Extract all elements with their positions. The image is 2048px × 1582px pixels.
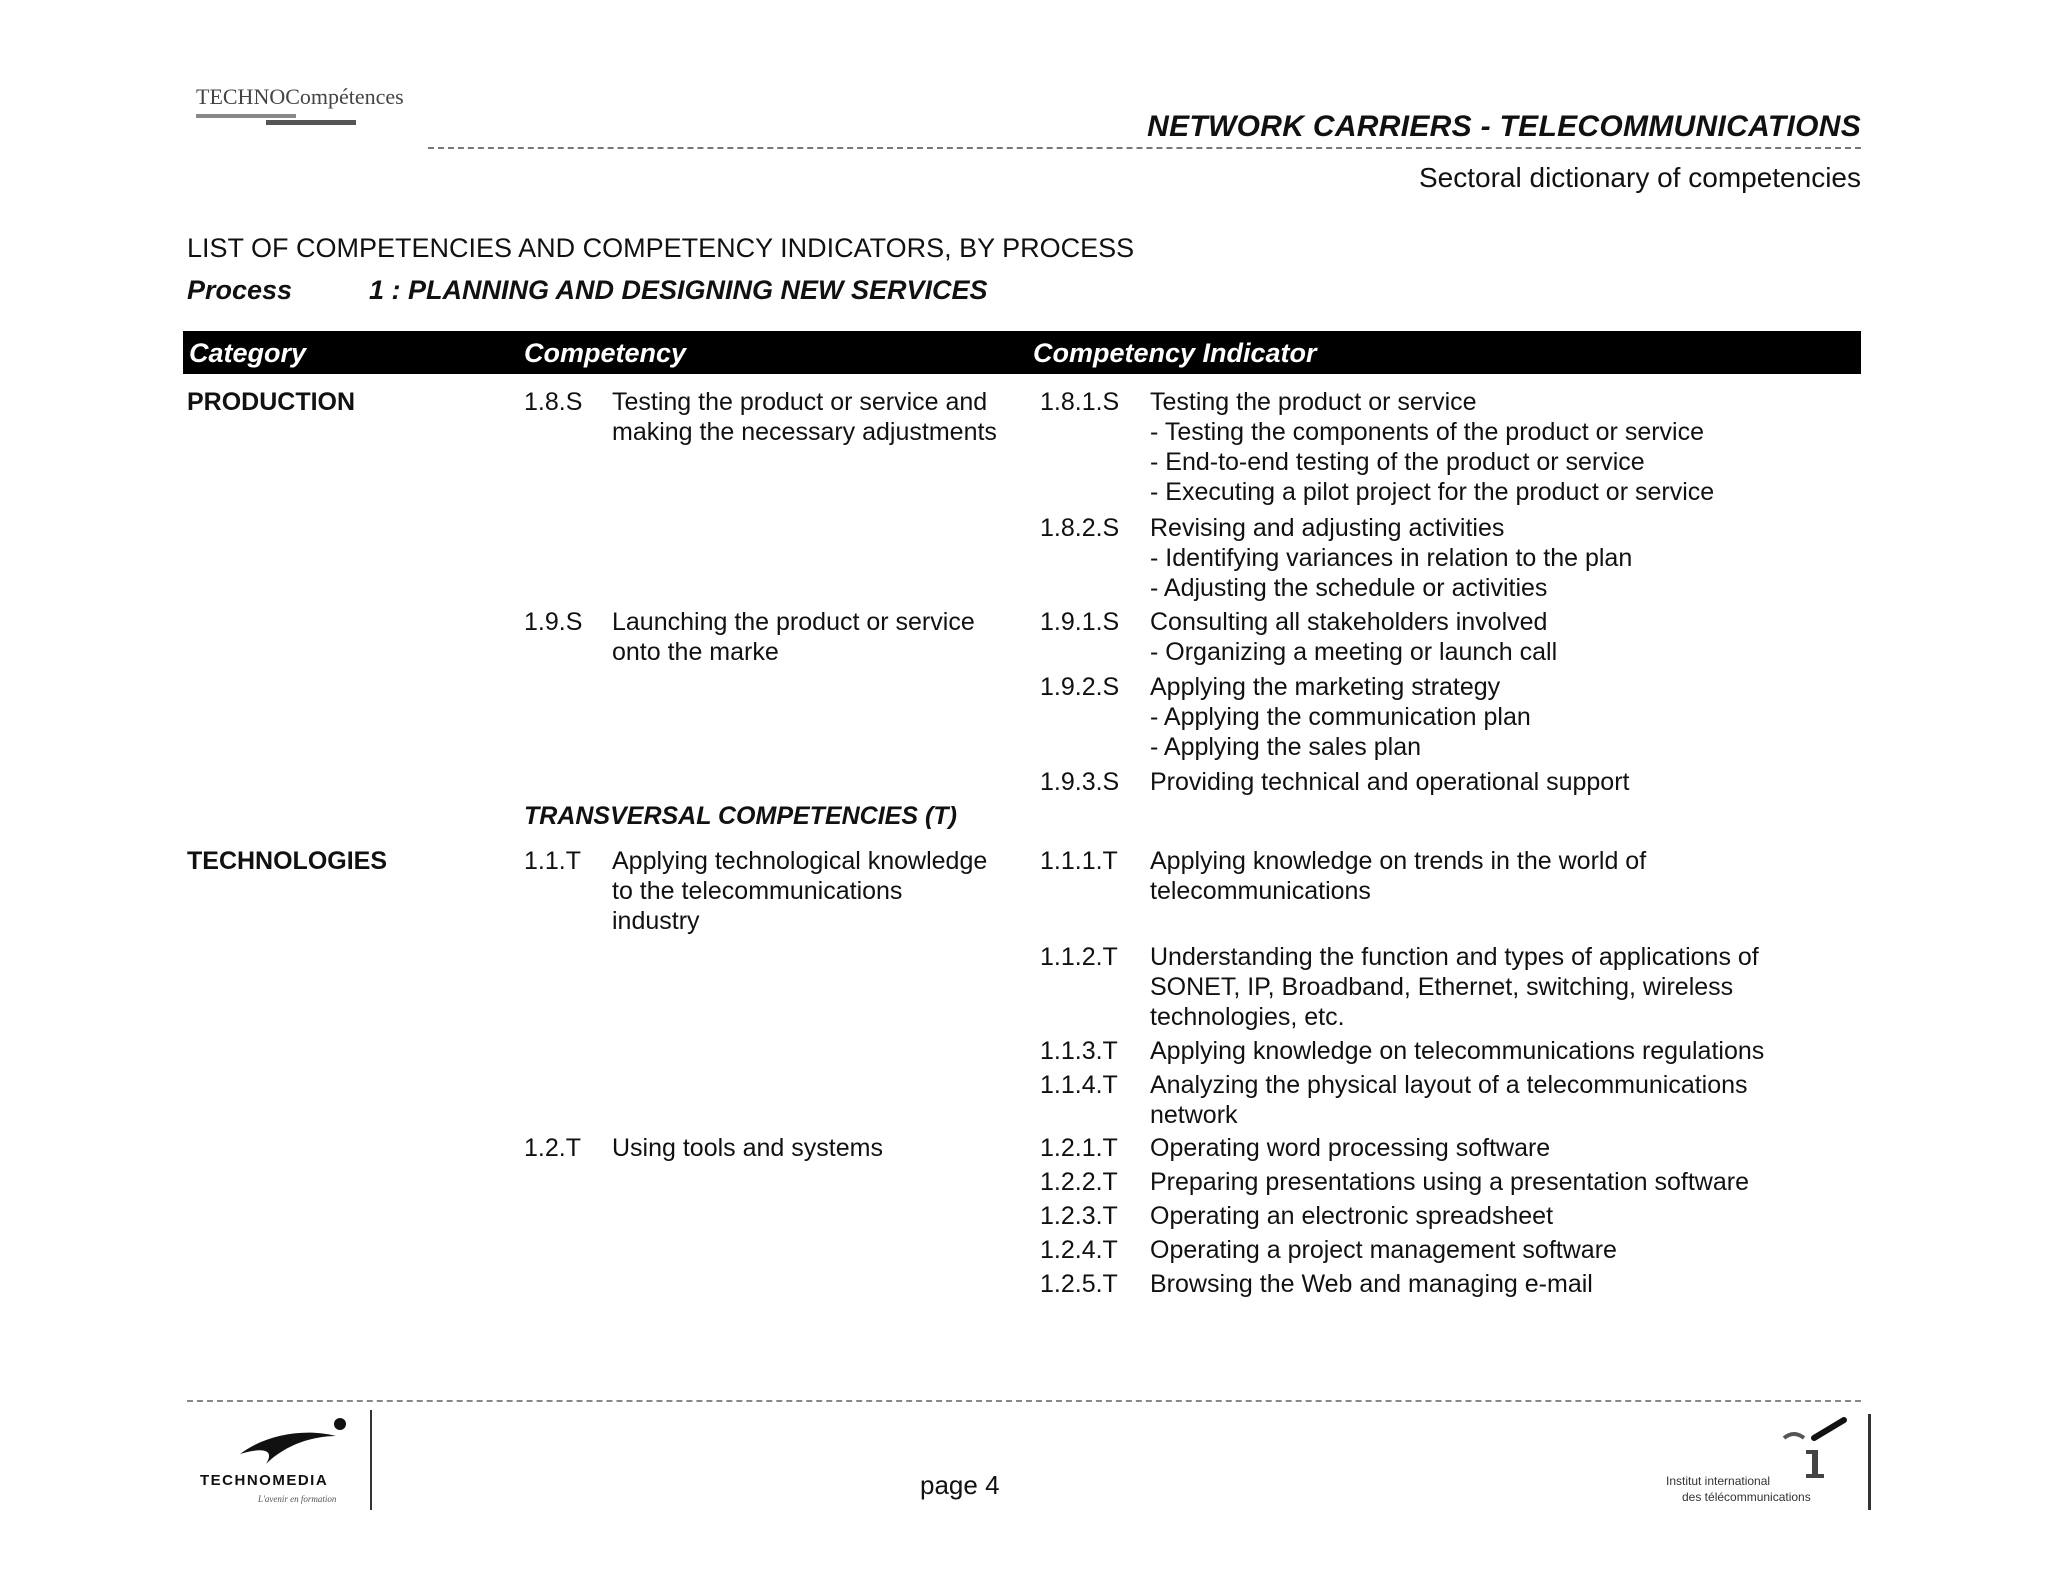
text-line: network [1150, 1101, 1238, 1129]
indicator-code: 1.2.1.T [1040, 1134, 1118, 1162]
logo-wordmark: TECHNOCompétences [196, 84, 404, 109]
text-line: - End-to-end testing of the product or service [1150, 448, 1645, 476]
text-line: - Applying the communication plan [1150, 703, 1531, 731]
competency-code: 1.1.T [524, 847, 581, 875]
category-label: TECHNOLOGIES [187, 847, 388, 875]
indicator-code: 1.1.4.T [1040, 1071, 1118, 1099]
indicator-text [1150, 846, 1646, 906]
text-line: - Adjusting the schedule or activities [1150, 574, 1548, 602]
text-line: to the telecommunications [612, 877, 903, 905]
text-line: Operating word processing software [1150, 1134, 1551, 1162]
text-line: - Executing a pilot project for the product or service [1150, 478, 1715, 506]
logo-bar [196, 114, 296, 118]
indicator-code: 1.9.3.S [1040, 768, 1120, 796]
column-header-category: Category [189, 338, 307, 368]
competency-text [612, 387, 997, 447]
indicator-code: 1.9.2.S [1040, 673, 1120, 701]
indicator-code: 1.2.3.T [1040, 1202, 1118, 1230]
category-label: PRODUCTION [187, 388, 356, 416]
indicator-code: 1.1.2.T [1040, 943, 1118, 971]
text-line: Consulting all stakeholders involved [1150, 608, 1548, 636]
indicator-code: 1.8.1.S [1040, 388, 1120, 416]
text-line: Understanding the function and types of applications of [1150, 943, 1759, 971]
text-line: Operating an electronic spreadsheet [1150, 1202, 1554, 1230]
process-heading [187, 275, 988, 306]
logo-divider [1868, 1414, 1871, 1510]
technocompetences-logo [196, 84, 404, 128]
competency-code: 1.2.T [524, 1134, 581, 1162]
logo-name: TECHNOMEDIA [200, 1472, 329, 1489]
indicator-text [1150, 387, 1714, 507]
text-line: Revising and adjusting activities [1150, 514, 1505, 542]
indicator-code: 1.1.1.T [1040, 847, 1118, 875]
text-line: Preparing presentations using a presentation software [1150, 1168, 1749, 1196]
text-line: industry [612, 907, 700, 935]
document-title: NETWORK CARRIERS - TELECOMMUNICATIONS [1147, 110, 1861, 143]
text-line: - Applying the sales plan [1150, 733, 1422, 761]
indicator-text [1150, 607, 1557, 667]
header-divider [428, 147, 1861, 149]
process-label: Process [187, 275, 293, 305]
institute-emblem-icon [1778, 1410, 1858, 1480]
indicator-text [1150, 1269, 1593, 1299]
page-number: page 4 [920, 1470, 1000, 1500]
text-line: Providing technical and operational support [1150, 768, 1630, 796]
iit-logo [1660, 1410, 1872, 1514]
indicator-text [1150, 672, 1531, 762]
technomedia-logo [196, 1410, 376, 1510]
indicator-code: 1.8.2.S [1040, 514, 1120, 542]
institute-name-line: des télécommunications [1682, 1490, 1811, 1504]
indicator-text [1150, 513, 1632, 603]
indicator-code: 1.9.1.S [1040, 608, 1120, 636]
text-line: - Organizing a meeting or launch call [1150, 638, 1558, 666]
text-line: Browsing the Web and managing e-mail [1150, 1270, 1593, 1298]
table-header [183, 331, 1861, 374]
text-line: Applying knowledge on trends in the world of [1150, 847, 1647, 875]
indicator-text [1150, 1036, 1764, 1066]
logo-tagline: L'avenir en formation [258, 1494, 337, 1504]
text-line: - Identifying variances in relation to the plan [1150, 544, 1633, 572]
competency-text [612, 846, 987, 936]
competency-code: 1.9.S [524, 608, 583, 636]
competency-text [612, 1133, 883, 1163]
indicator-text [1150, 1167, 1749, 1197]
indicator-text [1150, 942, 1759, 1032]
text-line: Operating a project management software [1150, 1236, 1617, 1264]
indicator-text [1150, 767, 1629, 797]
indicator-text [1150, 1133, 1550, 1163]
text-line: making the necessary adjustments [612, 418, 997, 446]
indicator-code: 1.2.4.T [1040, 1236, 1118, 1264]
indicator-code: 1.1.3.T [1040, 1037, 1118, 1065]
text-line: Testing the product or service [1150, 388, 1477, 416]
column-header-indicator: Competency Indicator [1033, 338, 1317, 368]
text-line: technologies, etc. [1150, 1003, 1345, 1031]
text-line: Applying technological knowledge [612, 847, 988, 875]
text-line: telecommunications [1150, 877, 1371, 905]
list-title: LIST OF COMPETENCIES AND COMPETENCY INDICATORS, BY PROCESS [187, 233, 1135, 263]
text-line: SONET, IP, Broadband, Ethernet, switching, wireless [1150, 973, 1734, 1001]
indicator-text [1150, 1201, 1553, 1231]
document-subtitle: Sectoral dictionary of competencies [1419, 162, 1861, 193]
text-line: Using tools and systems [612, 1134, 883, 1162]
logo-bar [266, 120, 356, 125]
section-label: TRANSVERSAL COMPETENCIES (T) [524, 802, 957, 830]
logo-divider [370, 1410, 372, 1510]
competency-code: 1.8.S [524, 388, 583, 416]
institute-name-line: Institut international [1666, 1474, 1771, 1488]
text-line: - Testing the components of the product or service [1150, 418, 1705, 446]
process-name: 1 : PLANNING AND DESIGNING NEW SERVICES [369, 275, 988, 305]
text-line: Testing the product or service and [612, 388, 988, 416]
text-line: Launching the product or service [612, 608, 975, 636]
text-line: Applying knowledge on telecommunications regulations [1150, 1037, 1765, 1065]
swoosh-icon [236, 1414, 366, 1474]
indicator-text [1150, 1235, 1617, 1265]
footer-divider [187, 1400, 1861, 1402]
text-line: Analyzing the physical layout of a telecommunications [1150, 1071, 1748, 1099]
column-header-competency: Competency [524, 338, 687, 368]
indicator-text [1150, 1070, 1748, 1130]
indicator-code: 1.2.5.T [1040, 1270, 1118, 1298]
competency-text [612, 607, 975, 667]
text-line: onto the marke [612, 638, 779, 666]
indicator-code: 1.2.2.T [1040, 1168, 1118, 1196]
text-line: Applying the marketing strategy [1150, 673, 1501, 701]
